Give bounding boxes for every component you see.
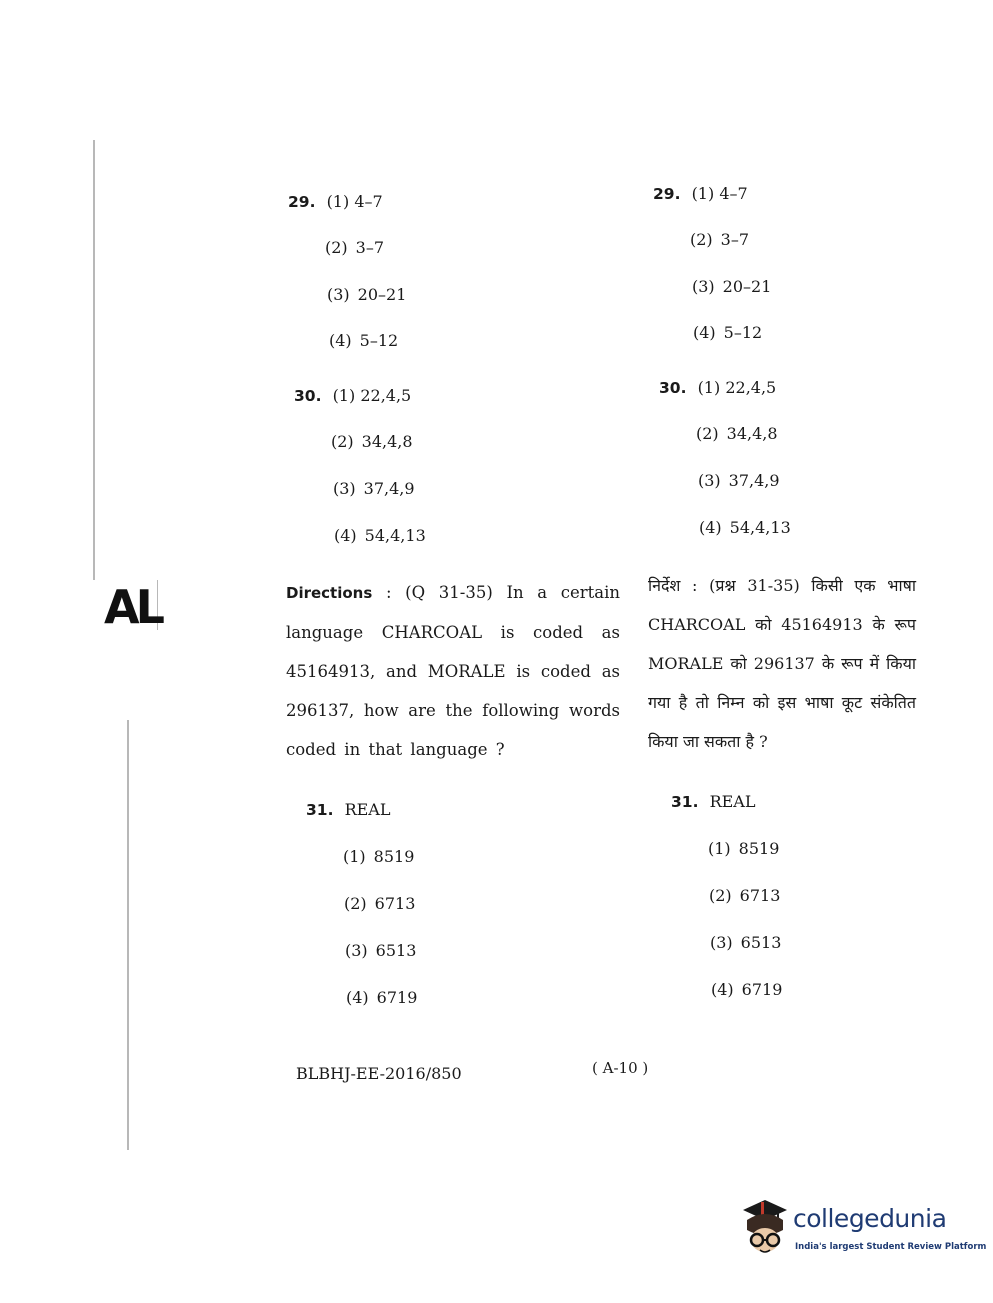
option	[333, 479, 415, 498]
collegedunia-logo[interactable]	[735, 1196, 987, 1258]
option-text: 6513	[375, 941, 417, 960]
option-text: 6713	[739, 886, 781, 905]
option-index: (1)	[326, 192, 350, 211]
option-text: 6513	[740, 933, 782, 952]
option	[325, 238, 384, 257]
question-number: 31.	[671, 793, 699, 811]
option-text: 6719	[376, 988, 418, 1007]
option-text: 34,4,8	[726, 424, 778, 443]
option-index: (4)	[693, 323, 716, 342]
option-text: 20–21	[722, 277, 772, 296]
option-index: (4)	[346, 988, 369, 1007]
option	[345, 941, 416, 960]
question-31-hindi	[671, 792, 755, 811]
option-index: (3)	[692, 277, 715, 296]
option	[690, 230, 749, 249]
option-text: 54,4,13	[364, 526, 426, 545]
paper-code: BLBHJ-EE-2016/850	[296, 1064, 462, 1083]
option-index: (3)	[333, 479, 356, 498]
option-text: 22,4,5	[725, 378, 777, 397]
question-stem: REAL	[344, 800, 391, 819]
question-29-hindi	[653, 184, 748, 203]
question-30	[294, 386, 411, 405]
option	[327, 285, 406, 304]
option-text: 3–7	[720, 230, 750, 249]
option-text: 34,4,8	[361, 432, 413, 451]
option	[710, 933, 781, 952]
option	[693, 323, 762, 342]
directions-label: Directions	[286, 584, 373, 602]
option-index: (1)	[343, 847, 366, 866]
option-text: 4–7	[719, 184, 748, 203]
question-number: 31.	[306, 801, 334, 819]
mascot-icon	[735, 1196, 793, 1258]
question-stem: REAL	[709, 792, 756, 811]
directions-text: निर्देश : (प्रश्न 31-35) किसी एक भाषा CHARCOAL को 45164913 के रूप MORALE को 296137 के रूप में किया गया है तो निम्न को इस भाषा कूट संकेतित किया जा सकता है ?	[648, 576, 916, 751]
option-text: 5–12	[359, 331, 399, 350]
margin-mark: AL	[104, 580, 161, 634]
option-index: (4)	[329, 331, 352, 350]
question-number: 29.	[653, 185, 681, 203]
option-index: (2)	[325, 238, 348, 257]
directions-text: : (Q 31-35) In a certain language CHARCOAL is coded as 45164913, and MORALE is coded as 296137, how are the following words coded in that language ?	[286, 583, 621, 759]
option-index: (2)	[331, 432, 354, 451]
option-text: 8519	[738, 839, 780, 858]
option-text: 37,4,9	[363, 479, 415, 498]
option-index: (4)	[334, 526, 357, 545]
option-text: 20–21	[357, 285, 407, 304]
option	[344, 894, 415, 913]
question-number: 29.	[288, 193, 316, 211]
question-31	[306, 800, 390, 819]
option-index: (2)	[709, 886, 732, 905]
question-29	[288, 192, 383, 211]
question-number: 30.	[659, 379, 687, 397]
option-text: 8519	[373, 847, 415, 866]
option-text: 6719	[741, 980, 783, 999]
option	[343, 847, 414, 866]
option	[698, 471, 780, 490]
option-index: (2)	[696, 424, 719, 443]
option	[696, 424, 778, 443]
question-30-hindi	[659, 378, 776, 397]
option-text: 37,4,9	[728, 471, 780, 490]
question-number: 30.	[294, 387, 322, 405]
option	[331, 432, 413, 451]
option-index: (2)	[344, 894, 367, 913]
option	[711, 980, 782, 999]
directions-paragraph-hindi	[648, 566, 916, 761]
option-index: (4)	[711, 980, 734, 999]
option-index: (1)	[708, 839, 731, 858]
option-text: 3–7	[355, 238, 385, 257]
option-index: (3)	[710, 933, 733, 952]
option	[329, 331, 398, 350]
option-index: (3)	[698, 471, 721, 490]
option-index: (3)	[327, 285, 350, 304]
option-index: (1)	[332, 386, 356, 405]
option	[708, 839, 779, 858]
scan-margin-line	[93, 140, 95, 580]
option-index: (1)	[697, 378, 721, 397]
option-index: (4)	[699, 518, 722, 537]
option-index: (3)	[345, 941, 368, 960]
option	[346, 988, 417, 1007]
option-text: 54,4,13	[729, 518, 791, 537]
directions-paragraph	[286, 573, 620, 769]
option-index: (1)	[691, 184, 715, 203]
option-text: 6713	[374, 894, 416, 913]
page-number: ( A-10 )	[592, 1059, 649, 1077]
option	[699, 518, 791, 537]
scan-margin-line	[127, 720, 129, 1150]
option-text: 5–12	[723, 323, 763, 342]
option	[692, 277, 771, 296]
logo-tagline: India's largest Student Review Platform	[795, 1242, 987, 1252]
option-index: (2)	[690, 230, 713, 249]
logo-name: collegedunia	[793, 1204, 947, 1233]
option	[709, 886, 780, 905]
option-text: 4–7	[354, 192, 383, 211]
option	[334, 526, 426, 545]
option-text: 22,4,5	[360, 386, 412, 405]
